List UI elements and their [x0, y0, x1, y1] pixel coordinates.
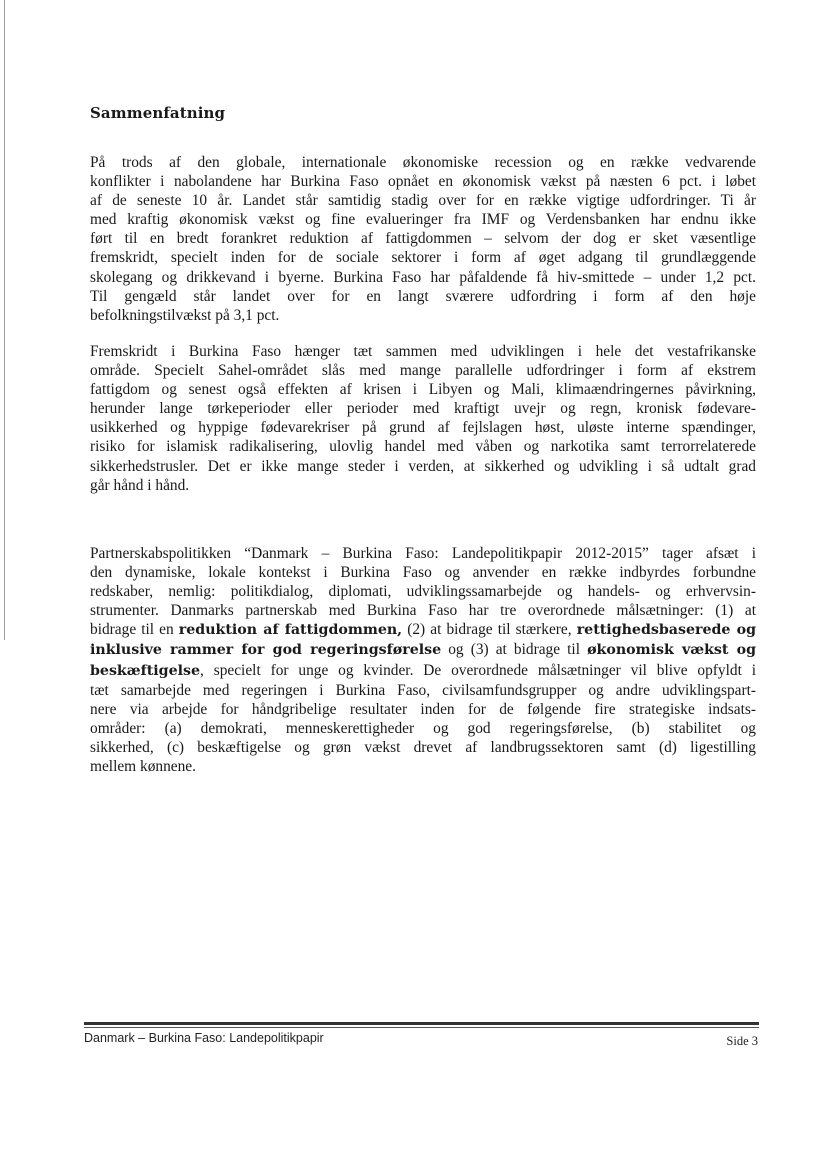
paragraph-3-line: [90, 620, 756, 640]
paragraph-3-line: den dynamiske, lokale kontekst i Burkina Faso og anvender en række indbyrdes forbundne: [90, 564, 756, 582]
paragraph-1-line: På trods af den globale, internationale økonomiske recession og en række vedvarende: [90, 154, 756, 171]
paragraph-1-line: fremskridt, specielt inden for de sociale sektorer i form af øget adgang til grundlæggende: [90, 249, 756, 267]
emphasis-goal-2-cont: inklusive rammer for god regeringsførelse: [90, 642, 442, 659]
emphasis-goal-1: reduktion af fattigdommen,: [178, 622, 403, 639]
paragraph-3-line: Partnerskabspolitikken “Danmark – Burkina Faso: Landepolitikpapir 2012-2015” tager afsæt i: [90, 545, 756, 562]
paragraph-1-line: af de seneste 10 år. Landet står samtidig stadig over for en række vigtige udfordringer. Ti år: [90, 192, 756, 210]
page-number: Side 3: [726, 1034, 758, 1048]
plain-text: (2) at bidrage til stærkere,: [402, 621, 577, 639]
footer-divider: [84, 1022, 759, 1025]
plain-text: bidrage til en: [90, 621, 179, 639]
paragraph-2: [90, 342, 756, 495]
paragraph-2-line: Fremskridt i Burkina Faso hænger tæt sammen med udviklingen i hele det vestafrikanske: [90, 343, 756, 360]
paragraph-2-line: område. Specielt Sahel-området slås med mange parallelle udfordringer i form af ekstrem: [90, 362, 756, 380]
paragraph-3: [90, 544, 756, 776]
paragraph-3-line: tæt samarbejde med regeringen i Burkina Faso, civilsamfundsgrupper og andre udviklingspart-: [90, 681, 756, 699]
paragraph-2-line: usikkerhed og hyppige fødevarekriser på grund af fejlslagen høst, uløste interne spændinger,: [90, 419, 756, 437]
paragraph-3-line: områder: (a) demokrati, menneskerettigheder og god regeringsførelse, (b) stabilitet og: [90, 719, 756, 737]
paragraph-3-line: strumenter. Danmarks partnerskab med Burkina Faso har tre overordnede målsætninger: (1) at: [90, 602, 756, 620]
paragraph-2-line: fattigdom og senest også effekten af krisen i Libyen og Mali, klimaændringernes påvirkning,: [90, 381, 756, 399]
paragraph-1-line: skolegang og drikkevand i byerne. Burkina Faso har påfaldende få hiv-smittede – under 1,2 pct.: [90, 268, 756, 286]
paragraph-1-line: Til gengæld står landet over for en langt sværere udfordring i form af den høje: [90, 287, 756, 305]
paragraph-1-line: konflikter i nabolandene har Burkina Faso opnået en økonomisk vækst på næsten 6 pct. i løbet: [90, 173, 756, 191]
paragraph-2-line: herunder lange tørkeperioder eller perioder med kraftigt uvejr og regn, kronisk fødevare-: [90, 400, 756, 418]
footer-divider-thin: [84, 1027, 759, 1028]
emphasis-goal-3-cont: beskæftigelse: [90, 662, 200, 679]
paragraph-3-line: mellem kønnene.: [90, 758, 196, 776]
footer-document-title: Danmark – Burkina Faso: Landepolitikpapir: [84, 1031, 324, 1045]
emphasis-goal-3: økonomisk vækst og: [587, 642, 756, 659]
paragraph-1-line: ført til en bredt forankret reduktion af fattigdommen – selvom der dog er sket væsentlige: [90, 230, 756, 248]
emphasis-goal-2: rettighedsbaserede og: [576, 622, 757, 639]
paragraph-2-line: sikkerhedstrusler. Det er ikke mange steder i verden, at sikkerhed og udvikling i så udtalt grad: [90, 457, 756, 475]
paragraph-3-line: [90, 640, 756, 660]
plain-text: og (3) at bidrage til: [441, 641, 588, 659]
paragraph-1-line: befolkningstilvækst på 3,1 pct.: [90, 306, 280, 324]
plain-text: , specielt for unge og kvinder. De overordnede målsætninger vil blive opfyldt i: [200, 661, 756, 679]
section-heading: Sammenfatning: [90, 104, 226, 122]
paragraph-3-line: redskaber, nemlig: politikdialog, diplomati, udviklingssamarbejde og handels- og erhvervsin-: [90, 583, 756, 601]
paragraph-3-line: [90, 661, 756, 681]
paragraph-1-line: med kraftig økonomisk vækst og fine evalueringer fra IMF og Verdensbanken har endnu ikke: [90, 211, 756, 229]
scan-edge-line: [4, 0, 5, 640]
paragraph-1: [90, 153, 756, 325]
paragraph-2-line: går hånd i hånd.: [90, 476, 190, 494]
paragraph-3-line: nere via arbejde for håndgribelige resultater inden for de følgende fire strategiske indsats-: [90, 700, 756, 718]
paragraph-3-line: sikkerhed, (c) beskæftigelse og grøn vækst drevet af landbrugssektoren samt (d) ligestilling: [90, 738, 756, 756]
paragraph-2-line: risiko for islamisk radikalisering, ulovlig handel med våben og narkotika samt terrorrelaterede: [90, 438, 756, 456]
